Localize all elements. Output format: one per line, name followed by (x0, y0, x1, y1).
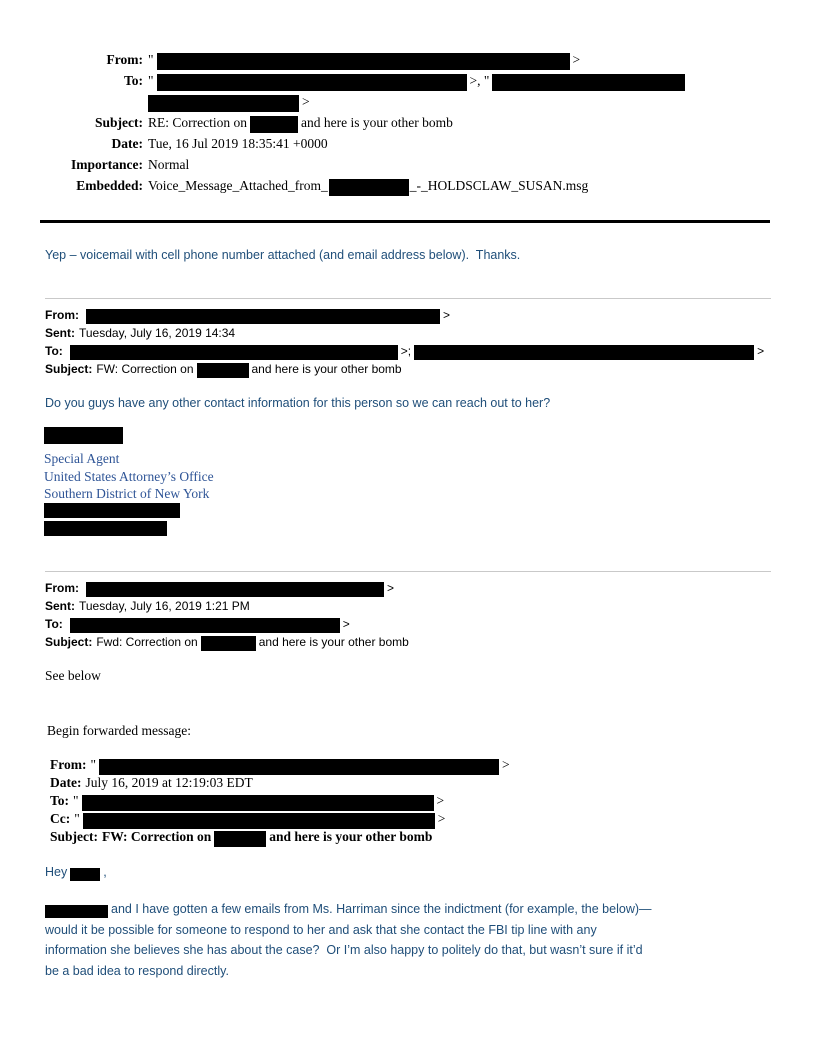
redaction-bar (157, 74, 467, 91)
signature-title: Special Agent (44, 451, 120, 466)
subject-label: Subject: (45, 635, 93, 649)
gt-mark: > (757, 344, 765, 358)
redaction-bar (44, 521, 167, 536)
redaction-bar (70, 868, 100, 881)
subject-row (45, 360, 785, 378)
body-line: be a bad idea to respond directly. (45, 963, 229, 978)
join-mark: >, " (469, 73, 490, 88)
redaction-bar (44, 503, 180, 518)
quote-mark: " (148, 52, 154, 67)
body-line: would it be possible for someone to respond to her and ask that she contact the FBI tip line with any (45, 922, 597, 937)
redaction-bar (99, 759, 499, 775)
greeting-comma: , (103, 865, 107, 879)
signature-block (44, 450, 214, 503)
date-row (50, 774, 780, 792)
section-hairline (45, 571, 771, 572)
subject-text-pre: FW: Correction on (102, 829, 212, 844)
redaction-bar (83, 813, 435, 829)
from-label: From: (50, 757, 87, 772)
quote-mark: " (73, 793, 79, 808)
cc-label: Cc: (50, 811, 71, 826)
date-value: July 16, 2019 at 12:19:03 EDT (85, 775, 253, 790)
to-row (45, 615, 785, 633)
cc-row (50, 810, 780, 828)
empty-label (40, 91, 143, 112)
to-label: To: (123, 73, 143, 88)
from-row (40, 49, 780, 70)
embedded-text-pre: Voice_Message_Attached_from_ (148, 178, 328, 193)
importance-label: Importance: (71, 157, 143, 172)
from-row (50, 756, 780, 774)
email-header-4 (50, 756, 780, 846)
forward-notice: Begin forwarded message: (47, 723, 191, 738)
subject-row (45, 633, 785, 651)
subject-text-post: and here is your other bomb (269, 829, 433, 844)
subject-text-pre: Fwd: Correction on (96, 635, 198, 649)
subject-text-post: and here is your other bomb (258, 635, 409, 649)
gt-mark: > (302, 94, 310, 109)
body-line: information she believes she has about the case? Or I’m also happy to politely do that, but wasn’t sure if it’d (45, 943, 643, 957)
section-hairline (45, 298, 771, 299)
subject-text-post: and here is your other bomb (300, 115, 453, 130)
gt-mark: > (436, 793, 445, 808)
signature-district: Southern District of New York (44, 486, 210, 501)
quote-mark: " (90, 757, 97, 772)
subject-text-pre: FW: Correction on (96, 362, 194, 376)
date-label: Date: (111, 136, 143, 151)
redaction-bar (329, 179, 409, 196)
redaction-bar (70, 618, 340, 633)
subject-row (50, 828, 780, 846)
email-header-3 (45, 579, 785, 651)
from-row (45, 306, 785, 324)
from-label: From: (106, 52, 143, 67)
quote-mark: " (74, 811, 80, 826)
email-header-2 (45, 306, 785, 378)
greeting-line (45, 862, 107, 883)
redaction-bar (70, 345, 398, 360)
reply-note: Yep – voicemail with cell phone number attached (and email address below). Thanks. (45, 248, 521, 262)
redaction-bar (201, 636, 256, 651)
from-value (143, 49, 580, 70)
sent-label: Sent: (45, 326, 75, 340)
redaction-bar (414, 345, 754, 360)
sent-value: Tuesday, July 16, 2019 14:34 (79, 326, 236, 340)
from-label: From: (45, 308, 79, 322)
redaction-bar (492, 74, 685, 91)
sent-label: Sent: (45, 599, 75, 613)
subject-label: Subject: (95, 115, 143, 130)
from-label: From: (45, 581, 79, 595)
to-label: To: (45, 344, 63, 358)
redaction-bar (214, 831, 266, 847)
redaction-bar (86, 582, 384, 597)
body-line (45, 899, 785, 920)
date-row (40, 133, 780, 154)
to-value (143, 70, 688, 91)
redaction-bar (82, 795, 434, 811)
join-mark: >; (400, 344, 412, 358)
to-row (40, 70, 780, 91)
gt-mark: > (572, 52, 581, 67)
body-line-text: and I have gotten a few emails from Ms. Harriman since the indictment (for example, the below)— (111, 902, 652, 916)
gt-mark: > (387, 581, 395, 595)
embedded-label: Embedded: (76, 178, 143, 193)
to-row (45, 342, 785, 360)
importance-value: Normal (148, 157, 190, 172)
sent-row (45, 597, 785, 615)
from-row (45, 579, 785, 597)
body-paragraph (45, 899, 785, 981)
sent-value: Tuesday, July 16, 2019 1:21 PM (79, 599, 250, 613)
gt-mark: > (342, 617, 350, 631)
to-label: To: (45, 617, 63, 631)
embedded-row (40, 175, 780, 196)
date-value: Tue, 16 Jul 2019 18:35:41 +0000 (148, 136, 328, 151)
subject-label: Subject: (45, 362, 93, 376)
redaction-bar (148, 95, 299, 112)
to-row (50, 792, 780, 810)
to-row-continuation (40, 91, 780, 112)
to-label: To: (50, 793, 70, 808)
subject-row (40, 112, 780, 133)
subject-text-pre: RE: Correction on (148, 115, 247, 130)
subject-text-post: and here is your other bomb (251, 362, 402, 376)
redaction-bar (157, 53, 570, 70)
gt-mark: > (502, 757, 510, 772)
redaction-bar (86, 309, 440, 324)
quote-mark: " (148, 73, 154, 88)
redaction-bar (44, 427, 123, 444)
email-header-1 (40, 49, 780, 196)
embedded-text-post: _-_HOLDSCLAW_SUSAN.msg (409, 178, 589, 193)
importance-row (40, 154, 780, 175)
gt-mark: > (437, 811, 446, 826)
signature-org: United States Attorney’s Office (44, 468, 214, 484)
subject-label: Subject: (50, 829, 98, 844)
gt-mark: > (443, 308, 451, 322)
header-divider-rule (40, 220, 770, 223)
redaction-bar (250, 116, 298, 133)
question-text: Do you guys have any other contact information for this person so we can reach out to her? (45, 396, 551, 410)
sent-row (45, 324, 785, 342)
redaction-bar (45, 905, 108, 918)
date-label: Date: (50, 775, 82, 790)
greeting-text: Hey (45, 865, 68, 879)
redaction-bar (197, 363, 249, 378)
see-below-text: See below (45, 668, 101, 683)
